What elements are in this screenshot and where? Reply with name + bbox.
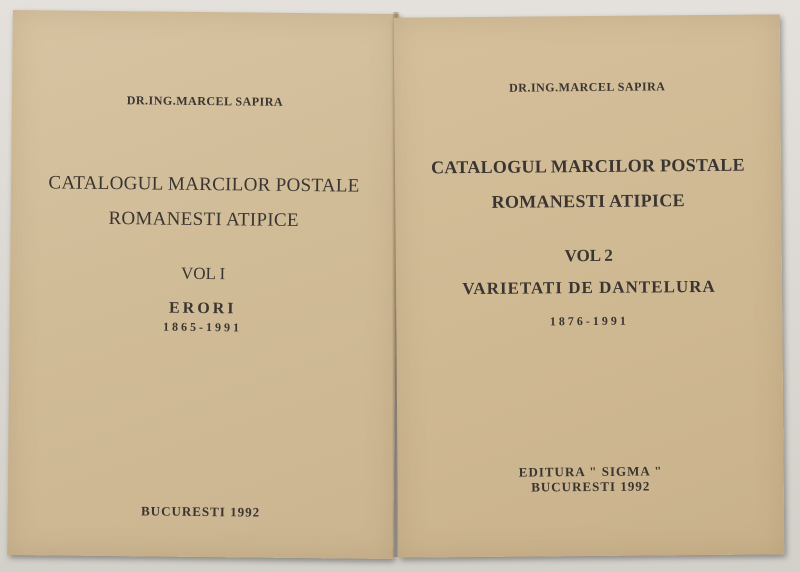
title-line-1: CATALOGUL MARCILOR POSTALE: [430, 154, 745, 178]
year-range: 1876-1991: [549, 313, 629, 329]
publisher-name: EDITURA " SIGMA ": [518, 463, 663, 480]
author-name: DR.ING.MARCEL SAPIRA: [509, 79, 666, 95]
volume-subtitle: ERORI: [168, 299, 237, 318]
booklet-volume-1: [7, 10, 399, 559]
publication-place: BUCURESTI 1992: [140, 503, 261, 520]
publication-place: BUCURESTI 1992: [531, 478, 651, 495]
title-line-2: ROMANESTI ATIPICE: [108, 208, 299, 231]
year-range: 1865-1991: [162, 319, 243, 335]
title-line-1: CATALOGUL MARCILOR POSTALE: [48, 172, 360, 197]
volume-subtitle: VARIETATI DE DANTELURA: [462, 276, 716, 299]
booklet-volume-2: [394, 14, 785, 557]
title-line-2: ROMANESTI ATIPICE: [491, 190, 685, 212]
volume-number: VOL 2: [564, 245, 613, 266]
volume-number: VOL I: [180, 263, 226, 284]
author-name: DR.ING.MARCEL SAPIRA: [126, 93, 284, 109]
